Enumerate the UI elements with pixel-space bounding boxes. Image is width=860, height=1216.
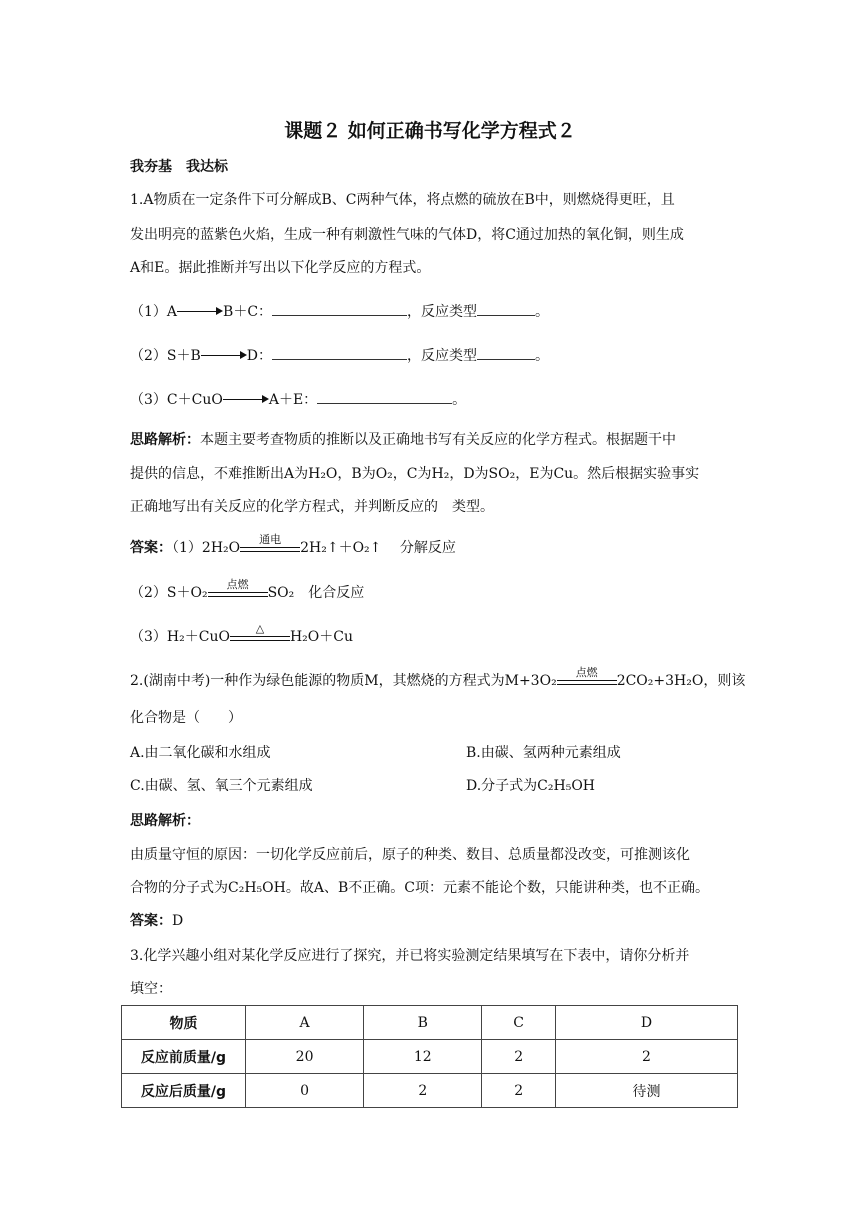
q1-ans1-prefix: （1）2H₂O [172, 540, 241, 556]
reaction-arrow-icon [223, 395, 269, 405]
q2-answer-value: D [172, 913, 184, 929]
q1-stem-line2: 发出明亮的蓝紫色火焰，生成一种有刺激性气味的气体D，将C通过加热的氧化铜，则生成 [130, 227, 684, 243]
q1-answer-line2 [130, 578, 365, 603]
equals-sign-condition [240, 533, 300, 558]
table-header-cell: D [555, 1006, 737, 1040]
q1-stem-line3: A和E。据此推断并写出以下化学反应的方程式。 [130, 260, 431, 276]
q1-analysis-line3: 正确地写出有关反应的化学方程式，并判断反应的 类型。 [130, 499, 494, 515]
q2-analysis-label: 思路解析： [130, 813, 200, 829]
q2-condition: 点燃 [575, 666, 598, 679]
q1-part2-type-label: ，反应类型 [407, 348, 478, 364]
q1-part1-type-blank[interactable] [477, 301, 535, 316]
q1-answer-line1 [130, 533, 456, 558]
table-header-cell: 物质 [122, 1006, 246, 1040]
table-cell: 2 [482, 1074, 556, 1108]
q2-analysis-line2: 合物的分子式为C₂H₅OH。故A、B不正确。C项：元素不能论个数，只能讲种类，也不正确。 [130, 880, 709, 896]
table-header-cell: B [364, 1006, 482, 1040]
q1-analysis-line2: 提供的信息，不难推断出A为H₂O，B为O₂，C为H₂，D为SO₂，E为Cu。然后根据实验事实 [130, 466, 700, 482]
q1-part2-left: （2）S＋B [130, 348, 201, 364]
q1-part3 [130, 389, 466, 410]
q1-part2 [130, 345, 549, 366]
equals-sign-condition [230, 622, 290, 647]
reaction-arrow-icon [201, 351, 247, 361]
q2-option-a: A.由二氧化碳和水组成 [130, 745, 271, 761]
q1-analysis-label: 思路解析： [130, 432, 200, 448]
q2-stem-prefix: 2.(湖南中考)一种作为绿色能源的物质M，其燃烧的方程式为M+3O₂ [130, 673, 557, 689]
q1-answer-line3 [130, 622, 353, 647]
table-cell: 0 [246, 1074, 364, 1108]
table-row-label: 反应后质量/g [122, 1074, 246, 1108]
table-cell: 20 [246, 1040, 364, 1074]
q1-ans3-condition: △ [255, 622, 265, 635]
q2-stem-suffix: 2CO₂+3H₂O，则该 [616, 673, 746, 689]
q1-answer-label: 答案： [130, 540, 172, 556]
table-cell: 2 [364, 1074, 482, 1108]
q1-part3-equation-blank[interactable] [317, 389, 452, 404]
table-cell: 2 [482, 1040, 556, 1074]
q1-part1 [130, 301, 549, 322]
q2-answer [130, 911, 183, 931]
reaction-arrow-icon [177, 307, 223, 317]
q1-part1-equation-blank[interactable] [272, 301, 407, 316]
section-heading: 我夯基 我达标 [130, 159, 228, 175]
table-row-label: 反应前质量/g [122, 1040, 246, 1074]
table-cell: 2 [555, 1040, 737, 1074]
q2-option-c: C.由碳、氢、氧三个元素组成 [130, 778, 313, 794]
q1-ans2-condition: 点燃 [226, 578, 249, 591]
page-title: 课题２ 如何正确书写化学方程式２ [284, 120, 576, 142]
q1-ans3-suffix: H₂O＋Cu [289, 629, 353, 645]
q2-stem-line2: 化合物是（ ） [130, 710, 242, 726]
q1-ans3-prefix: （3）H₂＋CuO [130, 629, 230, 645]
table-header-cell: A [246, 1006, 364, 1040]
q1-part1-right: B＋C： [223, 304, 273, 320]
q1-ans1-condition: 通电 [259, 533, 282, 546]
q1-part1-left: （1）A [130, 304, 178, 320]
q2-answer-label: 答案： [130, 913, 172, 929]
q1-part1-end: 。 [535, 304, 550, 320]
q2-stem-line1 [130, 666, 746, 691]
table-header-row [122, 1006, 738, 1040]
q2-option-d: D.分子式为C₂H₅OH [466, 778, 596, 794]
table-cell: 12 [364, 1040, 482, 1074]
q1-part2-type-blank[interactable] [477, 345, 535, 360]
q1-part3-end: 。 [452, 392, 467, 408]
equals-sign-condition [208, 578, 268, 603]
q1-part3-left: （3）C＋CuO [130, 392, 223, 408]
q1-ans1-suffix: 2H₂↑＋O₂↑ 分解反应 [300, 540, 456, 556]
q1-ans2-prefix: （2）S＋O₂ [130, 585, 208, 601]
q3-stem-line1: 3.化学兴趣小组对某化学反应进行了探究，并已将实验测定结果填写在下表中，请你分析并 [130, 948, 690, 964]
q1-ans2-suffix: SO₂ 化合反应 [267, 585, 365, 601]
q3-stem-line2: 填空： [130, 981, 172, 997]
mass-data-table [121, 1005, 738, 1108]
table-row [122, 1040, 738, 1074]
q1-part3-right: A＋E： [268, 392, 318, 408]
q1-stem-line1: 1.A物质在一定条件下可分解成B、C两种气体，将点燃的硫放在B中，则燃烧得更旺，且 [130, 192, 675, 208]
table-row [122, 1074, 738, 1108]
q1-analysis-line1 [130, 430, 676, 450]
q2-analysis-line1: 由质量守恒的原因：一切化学反应前后，原子的种类、数目、总质量都没改变，可推测该化 [130, 847, 690, 863]
q1-part1-type-label: ，反应类型 [407, 304, 478, 320]
q2-option-b: B.由碳、氢两种元素组成 [466, 745, 621, 761]
equals-sign-condition [557, 666, 617, 691]
q1-part2-equation-blank[interactable] [272, 345, 407, 360]
table-header-cell: C [482, 1006, 556, 1040]
q1-part2-right: D： [246, 348, 273, 364]
q1-analysis-text1: 本题主要考查物质的推断以及正确地书写有关反应的化学方程式。根据题干中 [200, 432, 676, 448]
q1-part2-end: 。 [535, 348, 550, 364]
table-cell: 待测 [555, 1074, 737, 1108]
